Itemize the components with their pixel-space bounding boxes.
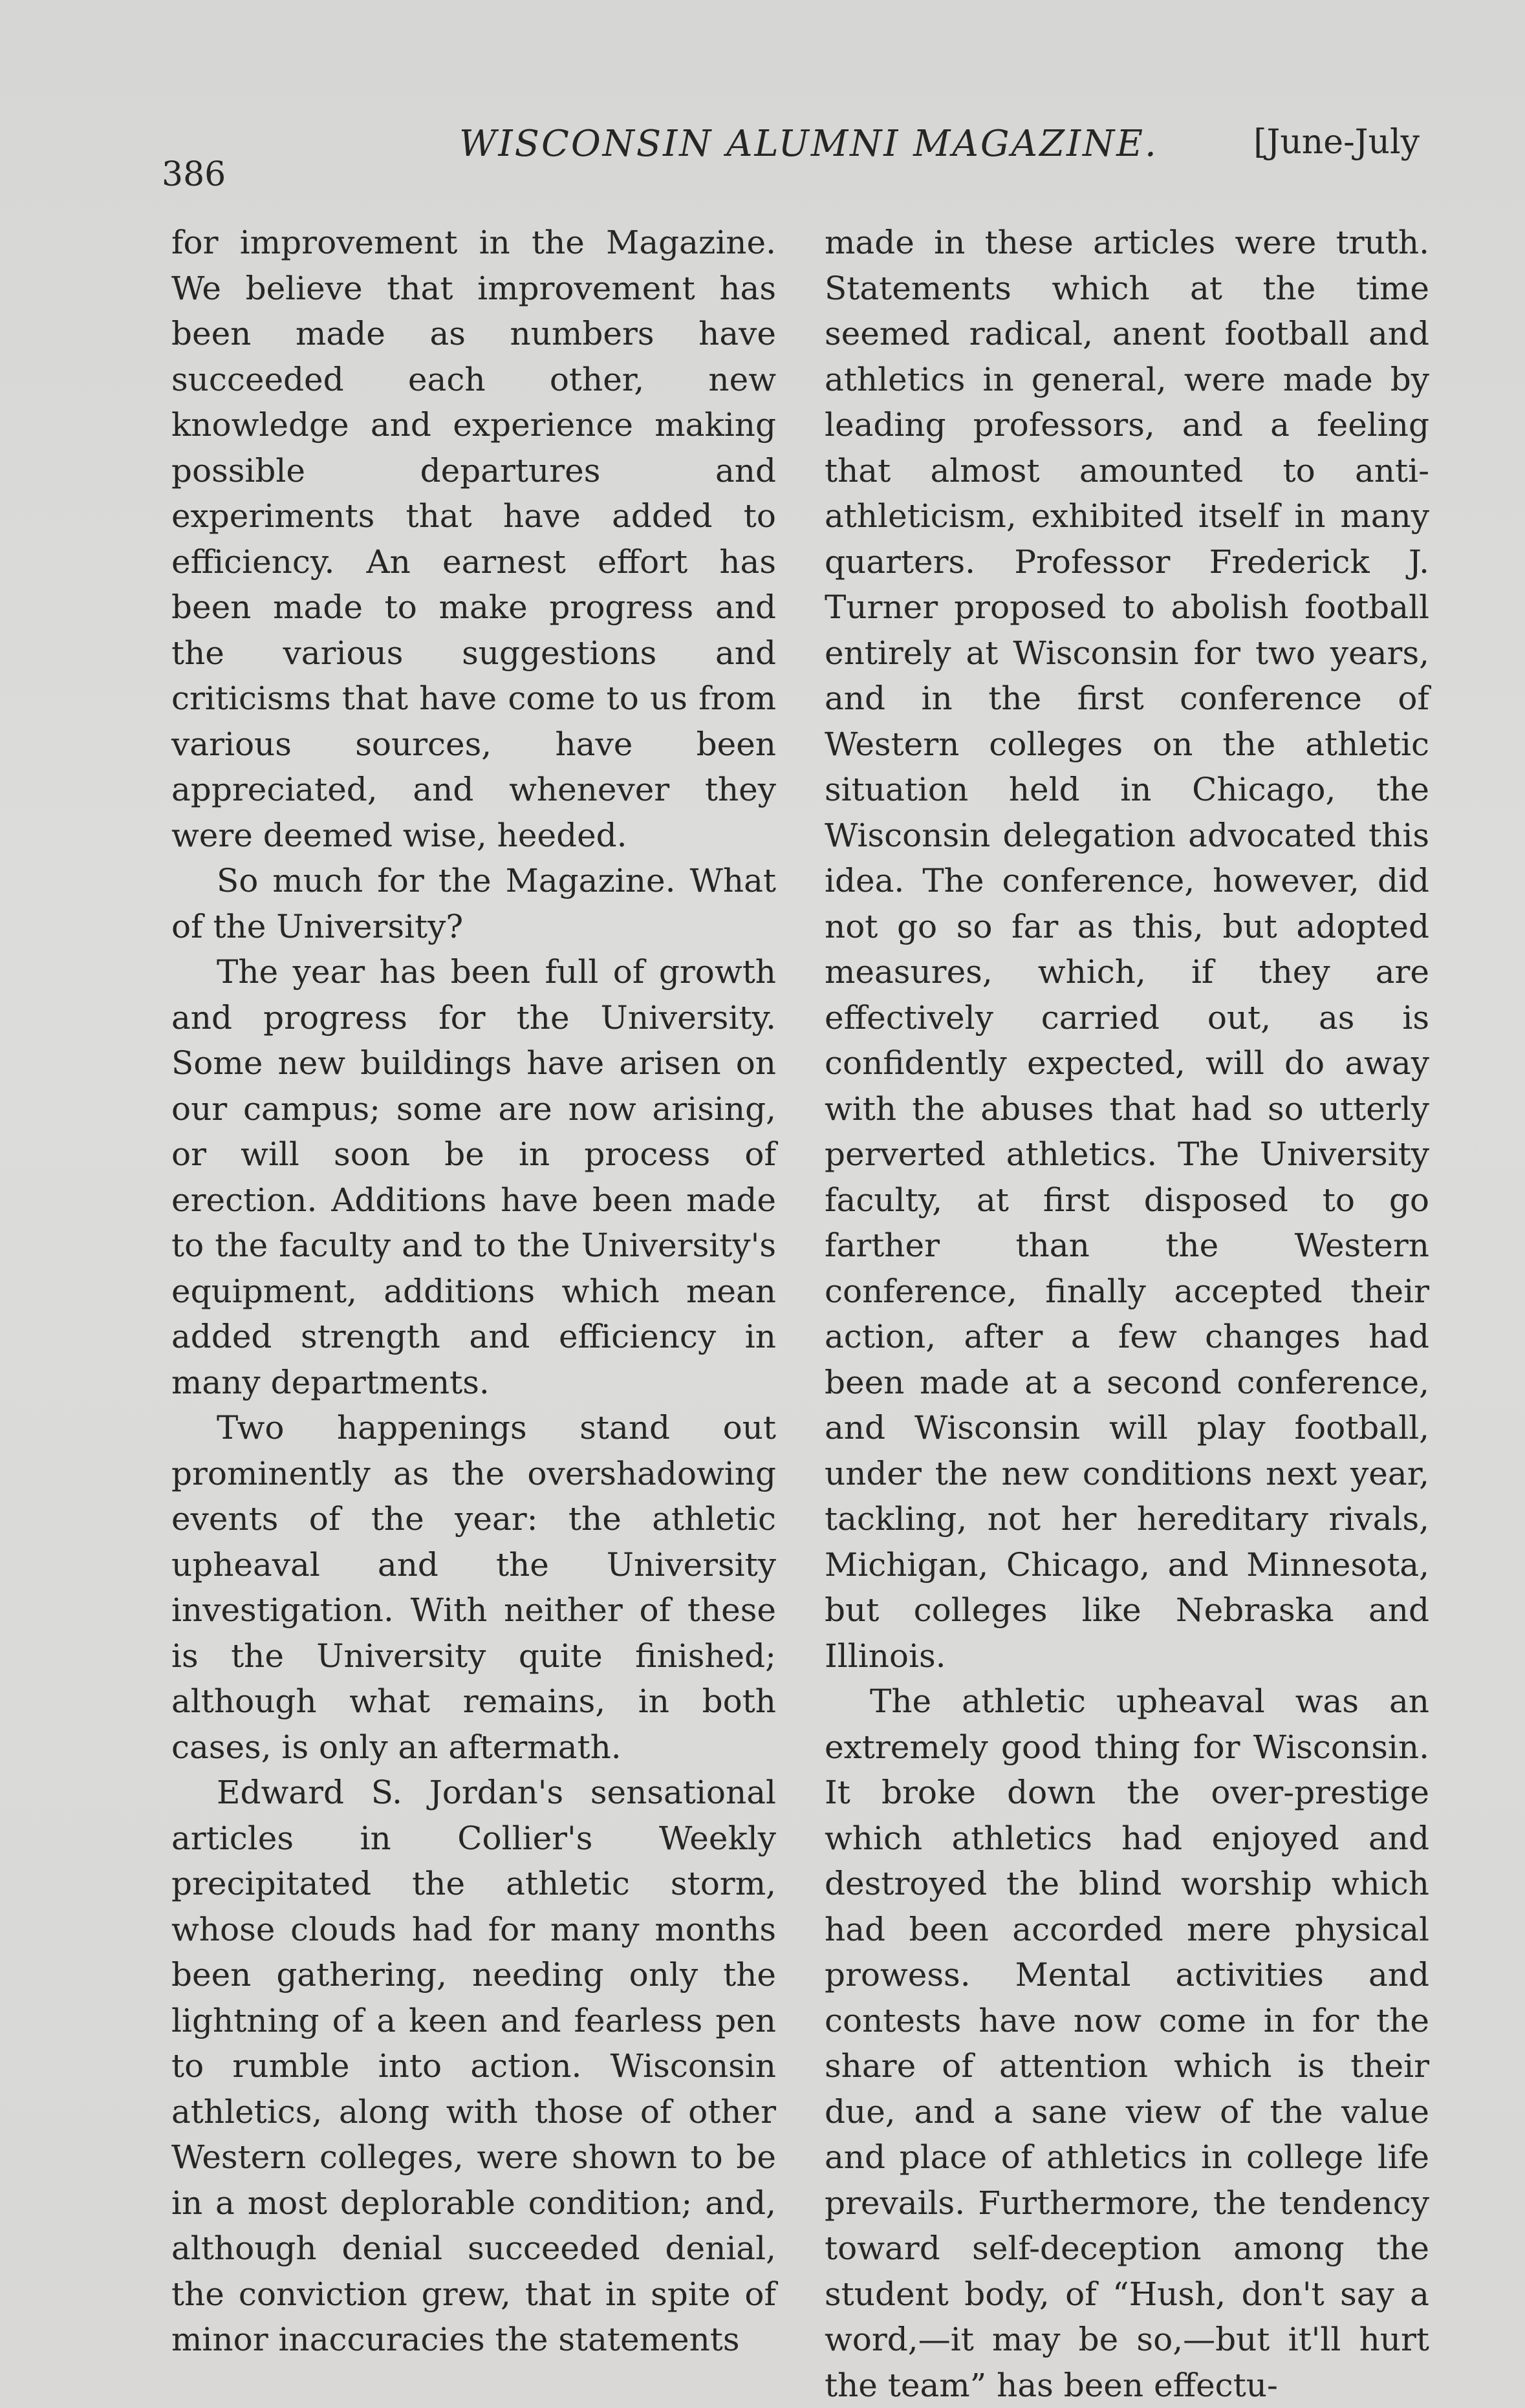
paragraph: The year has been full of growth and progress for the University. Some new buildings have arisen on our campus; some are now arising, or will soon be in process of erection. Additions have been made to the faculty and to the University's equipment, additions which mean added strength and efficiency in many departments. <box>171 953 776 1401</box>
paragraph: made in these articles were truth. Statements which at the time seemed radical, anent football and athletics in general, were made by leading professors, and a feeling that almost amounted to anti-athleticism, exhibited itself in many quarters. Professor Frederick J. Turner proposed to abolish football entirely at Wisconsin for two years, and in the first conference of Western colleges on the athletic situation held in Chicago, the Wisconsin delegation advocated this idea. The conference, however, did not go so far as this, but adopted measures, which, if they are effectively carried out, as is confidently expected, will do away with the abuses that had so utterly perverted athletics. The University faculty, at first disposed to go farther than the Western conference, finally accepted their action, after a few changes had been made at a second conference, and Wisconsin will play football, under the new conditions next year, tackling, not her hereditary rivals, Michigan, Chicago, and Minnesota, but colleges like Nebraska and Illinois. <box>825 224 1429 1675</box>
paragraph: So much for the Magazine. What of the University? <box>171 862 776 945</box>
issue-date: [June-July <box>1253 123 1420 162</box>
right-column <box>825 220 1429 2408</box>
paragraph: for improvement in the Magazine. We believe that improvement has been made as numbers have succeeded each other, new knowledge and experience making possible departures and experiments that have added to efficiency. An earnest effort has been made to make progress and the various suggestions and criticisms that have come to us from various sources, have been appreciated, and whenever they were deemed wise, heeded. <box>171 224 776 854</box>
running-title: WISCONSIN ALUMNI MAGAZINE. <box>459 123 1158 165</box>
paragraph: Edward S. Jordan's sensational articles in Collier's Weekly precipitated the athletic storm, whose clouds had for many months been gathering, needing only the lightning of a keen and fearless pen to rumble into action. Wisconsin athletics, along with those of other Western colleges, were shown to be in a most deplorable condition; and, although denial succeeded denial, the conviction grew, that in spite of minor inaccuracies the statements <box>171 1774 776 2358</box>
paragraph: Two happenings stand out prominently as the overshadowing events of the year: the athletic upheaval and the University investigation. With neither of these is the University quite finished; although what remains, in both cases, is only an aftermath. <box>171 1409 776 1766</box>
paragraph: The athletic upheaval was an extremely good thing for Wisconsin. It broke down the over-prestige which athletics had enjoyed and destroyed the blind worship which had been accorded mere physical prowess. Mental activities and contests have now come in for the share of attention which is their due, and a sane view of the value and place of athletics in college life prevails. Furthermore, the tendency toward self-deception among the student body, of “Hush, don't say a word,—it may be so,—but it'll hurt the team” has been effectu- <box>825 1682 1429 2404</box>
left-column <box>171 220 776 2363</box>
page-header <box>162 123 1420 200</box>
page-number: 386 <box>162 155 226 194</box>
